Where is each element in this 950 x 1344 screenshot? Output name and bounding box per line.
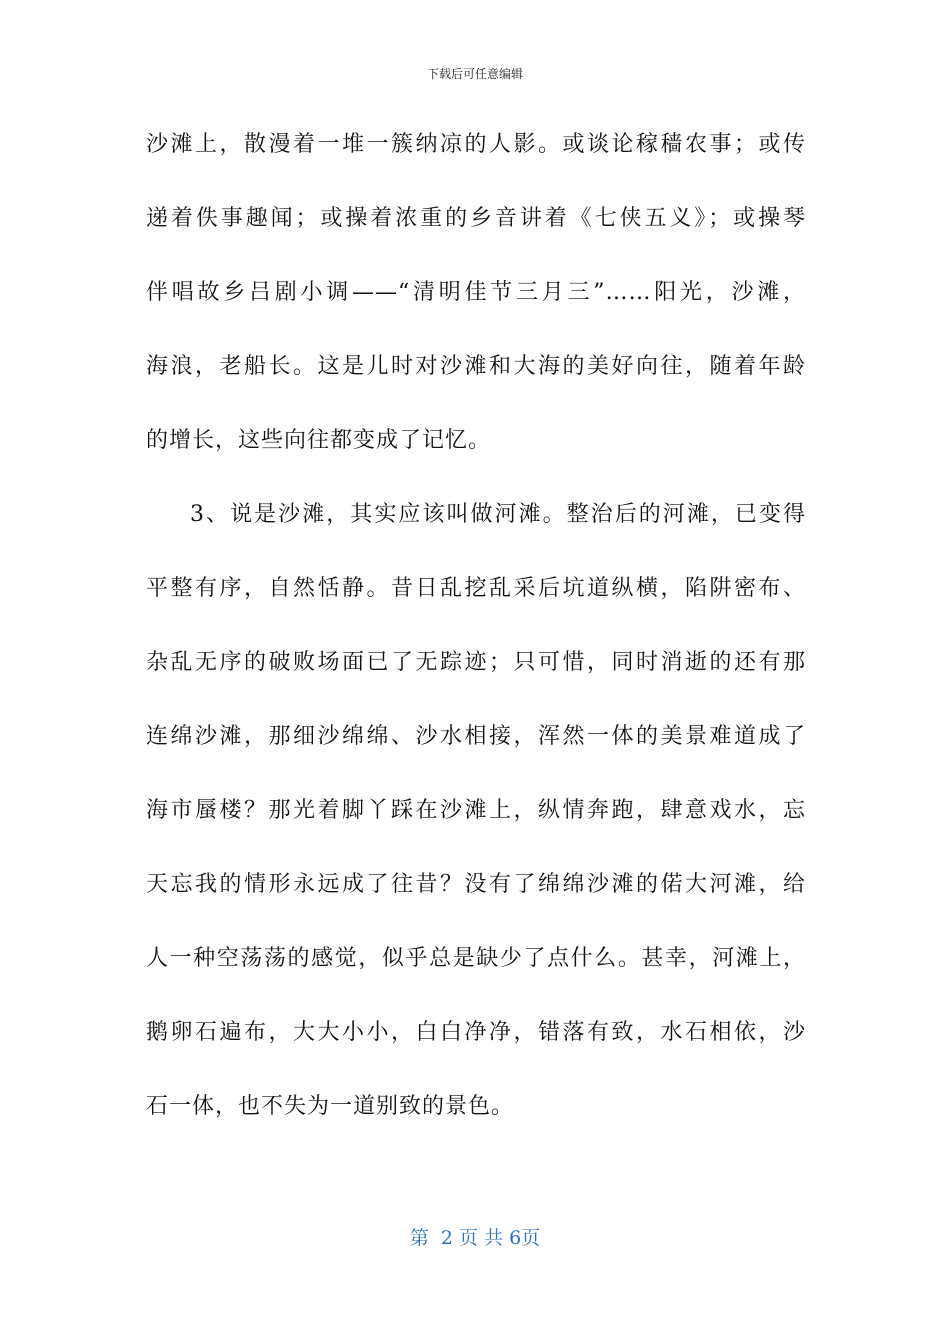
- text-line: 伴唱故乡吕剧小调——“清明佳节三月三”……阳光，沙滩，: [146, 280, 806, 305]
- text-line: 海市蜃楼？那光着脚丫踩在沙滩上，纵情奔跑，肆意戏水，忘: [146, 798, 806, 823]
- text-line: 连绵沙滩，那细沙绵绵、沙水相接，浑然一体的美景难道成了: [146, 724, 806, 749]
- page-number-footer: 第 2 页 共 6页: [409, 1227, 541, 1249]
- text-line: 杂乱无序的破败场面已了无踪迹；只可惜，同时消逝的还有那: [146, 650, 806, 675]
- text-line: 海浪，老船长。这是儿时对沙滩和大海的美好向往，随着年龄: [146, 354, 806, 379]
- paragraph-1: [146, 125, 806, 495]
- text-line: 递着佚事趣闻；或操着浓重的乡音讲着《七侠五义》；或操琴: [146, 206, 806, 231]
- text-line: 沙滩上，散漫着一堆一簇纳凉的人影。或谈论稼穑农事；或传: [146, 132, 806, 157]
- text-line: 的增长，这些向往都变成了记忆。: [146, 428, 492, 453]
- text-line: 石一体，也不失为一道别致的景色。: [146, 1094, 515, 1119]
- paragraph-2: [146, 495, 806, 1161]
- text-line: 平整有序，自然恬静。昔日乱挖乱采后坑道纵横，陷阱密布、: [146, 576, 806, 601]
- text-line: 鹅卵石遍布，大大小小，白白净净，错落有致，水石相依，沙: [146, 1020, 806, 1045]
- text-line: 人一种空荡荡的感觉，似乎总是缺少了点什么。甚幸，河滩上，: [146, 946, 806, 971]
- page-header: 下载后可任意编辑: [426, 67, 523, 81]
- body-text: [146, 125, 806, 1161]
- text-line: 3、说是沙滩，其实应该叫做河滩。整治后的河滩，已变得: [190, 502, 806, 527]
- text-line: 天忘我的情形永远成了往昔？没有了绵绵沙滩的偌大河滩，给: [146, 872, 806, 897]
